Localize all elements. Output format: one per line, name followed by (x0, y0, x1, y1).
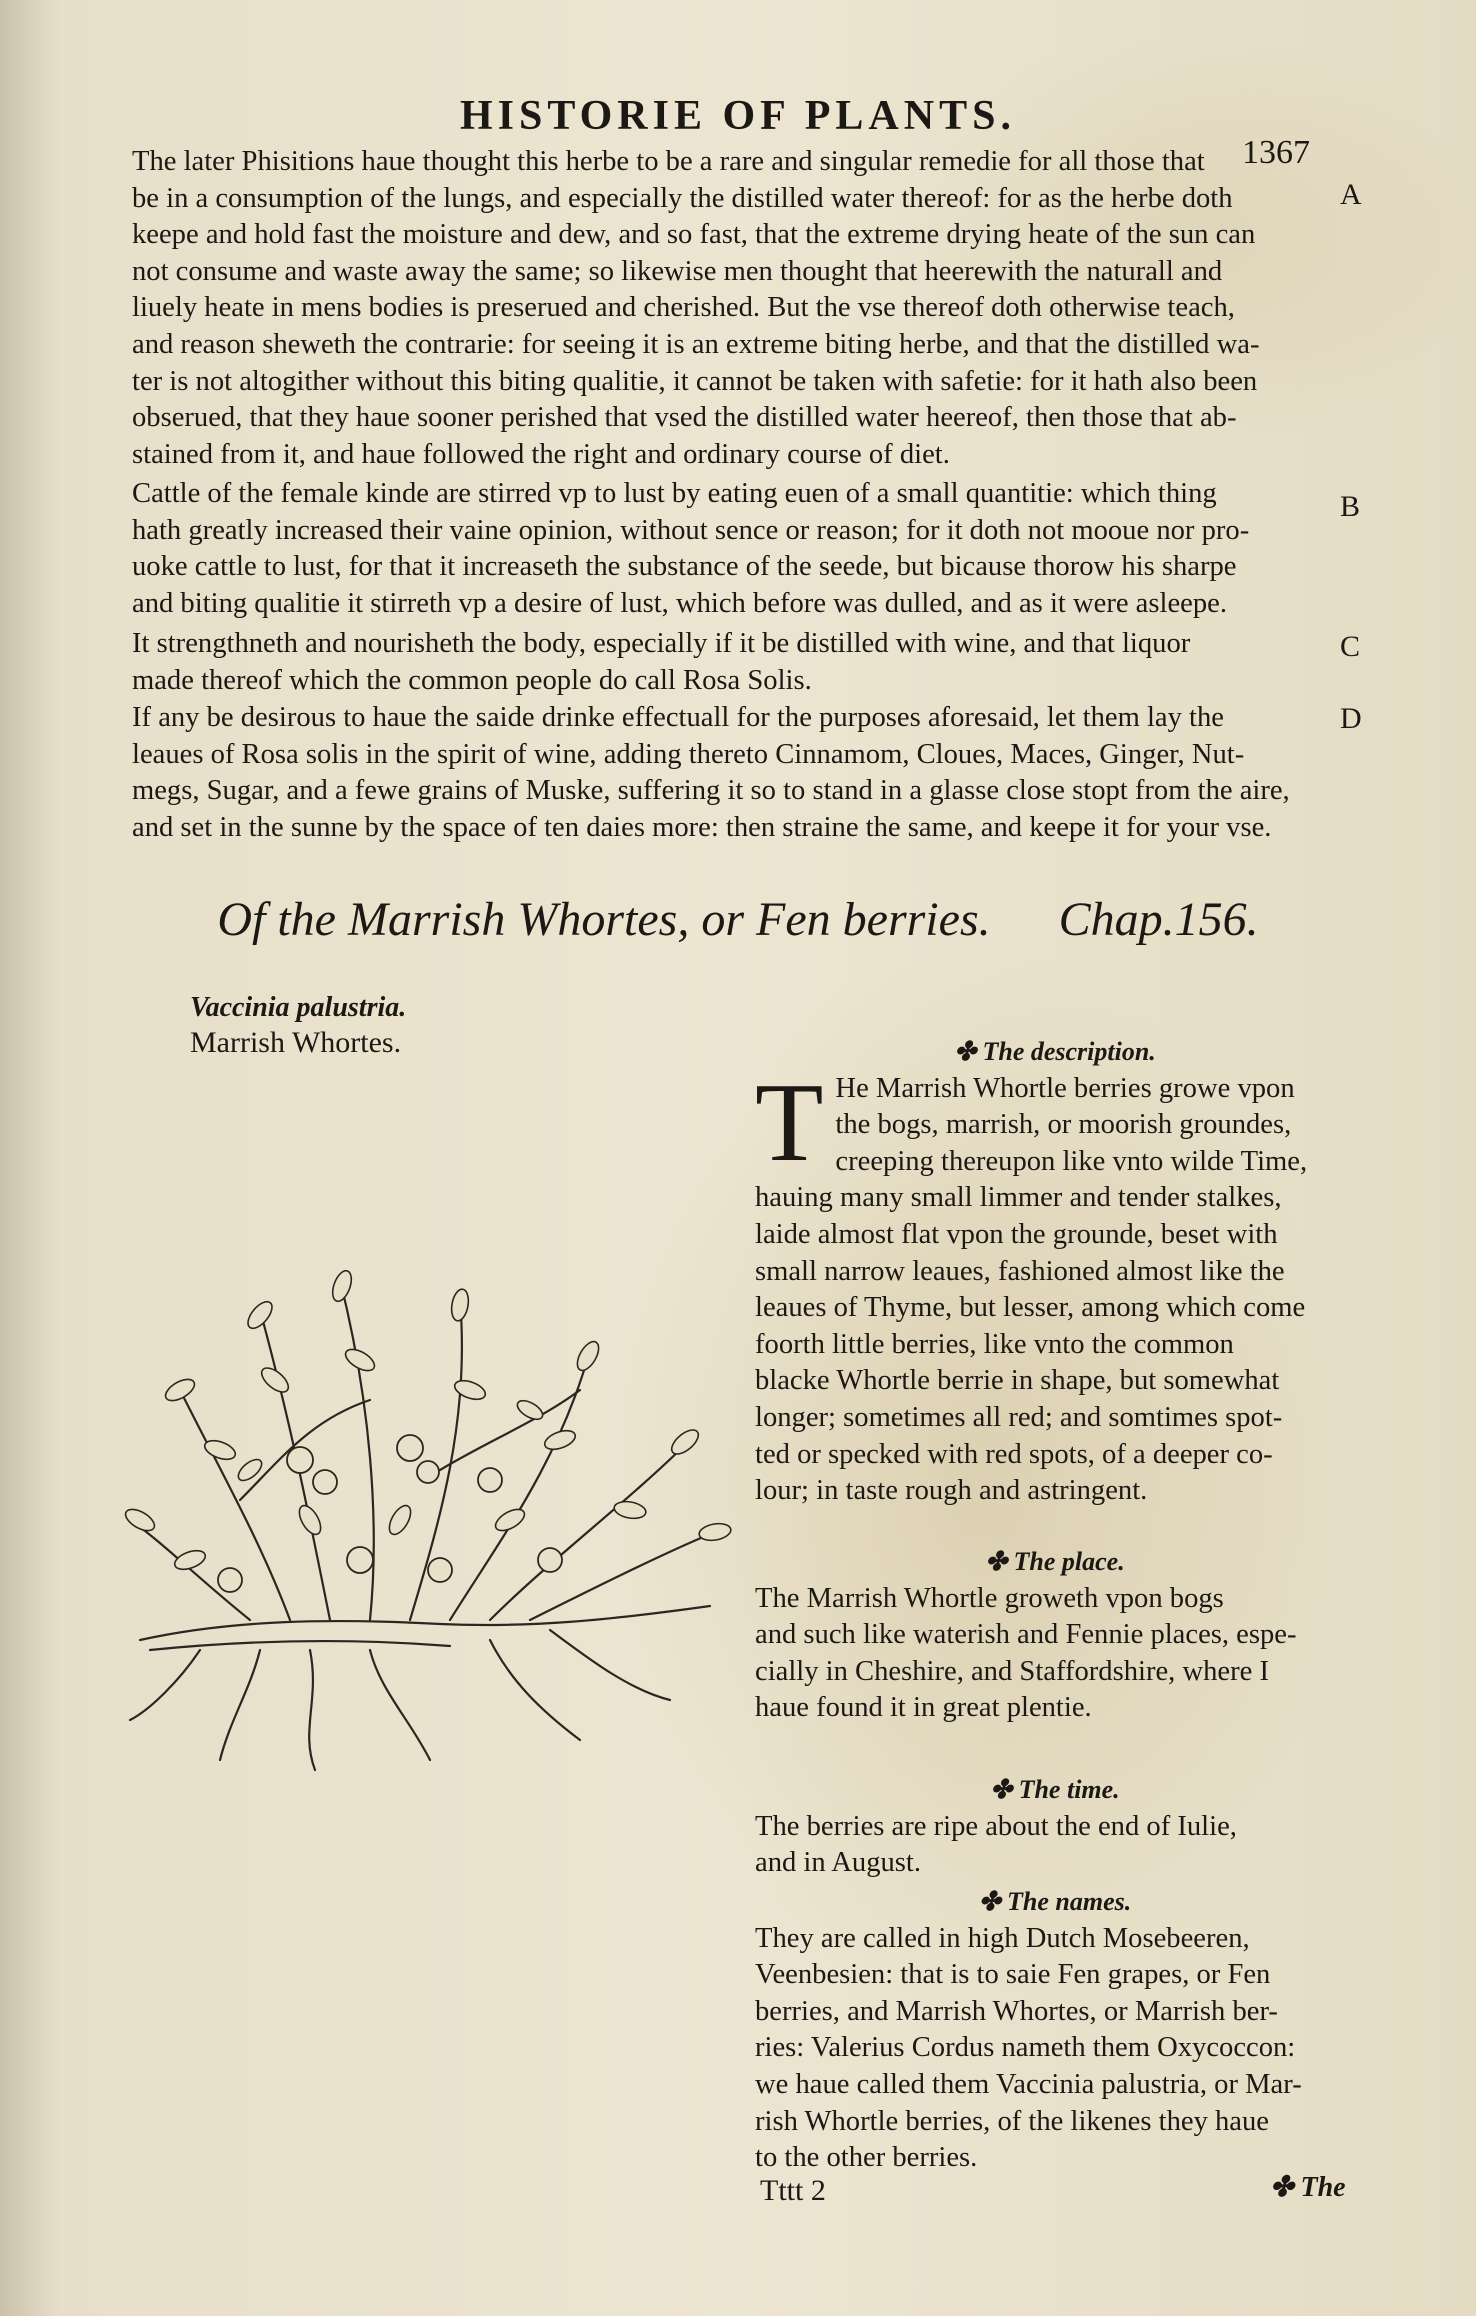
running-head: HISTORIE OF PLANTS. (460, 93, 1016, 139)
text-line: It strengthneth and nourisheth the body, especially if it be distilled with wine, and that liquor (132, 628, 1191, 659)
text-line: cially in Cheshire, and Staffordshire, where I (755, 1655, 1270, 1687)
text-line: keepe and hold fast the moisture and dew, and so fast, that the extreme drying heate of the sun can (132, 219, 1256, 251)
chapter-title: Of the Marrish Whortes, or Fen berries. (217, 893, 991, 946)
text-line: If any be desirous to haue the saide drinke effectuall for the purposes aforesaid, let them lay the (132, 702, 1224, 733)
text-line: uoke cattle to lust, for that it increaseth the substance of the seede, but bicause thorow his sharpe (132, 551, 1237, 583)
text-line: Cattle of the female kinde are stirred vp to lust by eating euen of a small quantitie: which thing (132, 478, 1217, 509)
text-line: not consume and waste away the same; so likewise men thought that heerewith the naturall and (132, 255, 1223, 287)
section-heading: ✤ The place. (985, 1547, 1125, 1576)
text-line: obserued, that they haue sooner perished that vsed the distilled water heereof, then those that ab- (132, 402, 1237, 434)
chapter-heading (0, 892, 1476, 947)
text-line: and such like waterish and Fennie places, espe- (755, 1619, 1297, 1651)
text-line: The berries are ripe about the end of Iulie, (755, 1810, 1237, 1842)
text-line: and reason sheweth the contrarie: for seeing it is an extreme biting herbe, and that the distilled wa- (132, 328, 1260, 360)
text-line: ter is not altogither without this biting qualitie, it cannot be taken with safetie: for it hath also been (132, 365, 1258, 397)
text-line: The later Phisitions haue thought this herbe to be a rare and singular remedie for all those that (132, 146, 1205, 177)
text-line: hauing many small limmer and tender stalkes, (755, 1182, 1282, 1214)
text-line: to the other berries. (755, 2142, 978, 2174)
text-line: made thereof which the common people do call Rosa Solis. (132, 664, 812, 696)
text-line: creeping thereupon like vnto wilde Time, (835, 1145, 1308, 1177)
figure-caption-latin: Vaccinia palustria. (190, 992, 407, 1023)
text-line: and biting qualitie it stirreth vp a desire of lust, which before was dulled, and as it were asleepe. (132, 587, 1227, 619)
text-line: The Marrish Whortle groweth vpon bogs (755, 1582, 1224, 1614)
text-line: leaues of Thyme, but lesser, among which come (755, 1292, 1306, 1324)
text-line: small narrow leaues, fashioned almost like the (755, 1255, 1285, 1287)
paragraph-c (132, 626, 1368, 699)
folio-number: 1367 (1242, 134, 1310, 171)
text-line: we haue called them Vaccinia palustria, or Mar- (755, 2068, 1302, 2100)
paragraph-a (132, 144, 1368, 473)
margin-letter-d: D (1340, 702, 1362, 735)
text-line: He Marrish Whortle berries growe vpon (835, 1072, 1295, 1104)
margin-letter-c: C (1340, 630, 1361, 663)
text-line: Veenbesien: that is to saie Fen grapes, or Fen (755, 1959, 1271, 1991)
section-heading: ✤ The names. (978, 1887, 1132, 1916)
text-line: foorth little berries, like vnto the common (755, 1328, 1234, 1360)
text-line: be in a consumption of the lungs, and especially the distilled water thereof: for as the herbe doth (132, 182, 1233, 214)
chapter-number: Chap.156. (1058, 893, 1259, 946)
text-line: rish Whortle berries, of the likenes they haue (755, 2105, 1269, 2137)
text-line: and in August. (755, 1847, 922, 1879)
text-line: leaues of Rosa solis in the spirit of wine, adding thereto Cinnamom, Cloues, Maces, Ginger, Nut- (132, 738, 1245, 770)
text-line: ries: Valerius Cordus nameth them Oxycoccon: (755, 2032, 1296, 2064)
text-line: stained from it, and haue followed the right and ordinary course of diet. (132, 438, 950, 470)
section-names (755, 1884, 1355, 2177)
catchword: ✤ The (1270, 2172, 1346, 2203)
paragraph-b (132, 476, 1368, 622)
section-place (755, 1544, 1355, 1727)
text-line: laide almost flat vpon the grounde, beset with (755, 1218, 1278, 1250)
section-heading: ✤ The description. (954, 1037, 1156, 1066)
paragraph-d (132, 700, 1368, 846)
text-line: ted or specked with red spots, of a deeper co- (755, 1438, 1273, 1470)
margin-letter-b: B (1340, 490, 1361, 523)
margin-letter-a: A (1340, 178, 1362, 211)
text-line: liuely heate in mens bodies is preserued and cherished. But the vse thereof doth otherwise teach, (132, 292, 1235, 324)
text-line: the bogs, marrish, or moorish groundes, (835, 1109, 1292, 1141)
text-line: and set in the sunne by the space of ten daies more: then straine the same, and keepe it for your vse. (132, 811, 1272, 843)
text-line: They are called in high Dutch Mosebeeren, (755, 1922, 1250, 1954)
text-line: haue found it in great plentie. (755, 1692, 1092, 1724)
text-line: hath greatly increased their vaine opinion, without sence or reason; for it doth not mooue nor pro- (132, 514, 1250, 546)
text-line: berries, and Marrish Whortes, or Marrish ber- (755, 1995, 1278, 2027)
section-description (755, 1034, 1355, 1510)
text-line: megs, Sugar, and a fewe grains of Muske, suffering it so to stand in a glasse close stopt from the aire, (132, 775, 1290, 807)
figure-caption-english: Marrish Whortes. (190, 1026, 402, 1059)
section-time (755, 1772, 1355, 1882)
text-line: longer; sometimes all red; and somtimes spot- (755, 1401, 1283, 1433)
section-heading: ✤ The time. (990, 1775, 1120, 1804)
text-line: blacke Whortle berrie in shape, but somewhat (755, 1365, 1280, 1397)
text-line: lour; in taste rough and astringent. (755, 1475, 1148, 1507)
signature-mark: Tttt 2 (760, 2174, 826, 2207)
drop-cap: T (755, 1060, 824, 1185)
woodcut-illustration (110, 1220, 750, 1780)
